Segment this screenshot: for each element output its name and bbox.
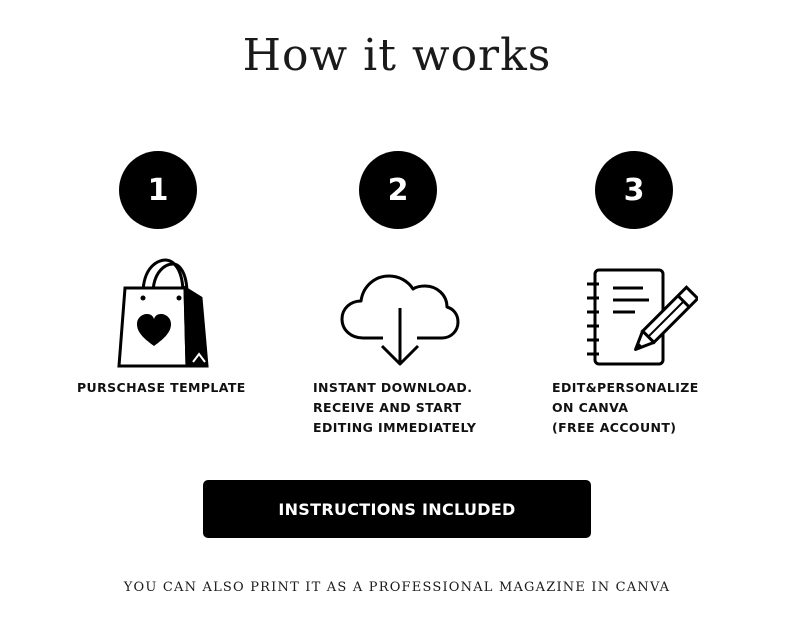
shopping-bag-heart-icon xyxy=(113,258,213,375)
step-1-number-badge xyxy=(119,151,197,229)
step-3-number: 3 xyxy=(623,172,645,208)
step-2-line-2: RECEIVE AND START xyxy=(313,400,462,415)
cloud-download-icon xyxy=(339,268,461,373)
notebook-pencil-icon xyxy=(583,266,698,373)
step-1-description xyxy=(77,378,246,398)
step-2-number-badge xyxy=(359,151,437,229)
step-2-line-1: INSTANT DOWNLOAD. xyxy=(313,380,473,395)
step-3-description xyxy=(552,378,699,438)
footer-note: YOU CAN ALSO PRINT IT AS A PROFESSIONAL MAGAZINE IN CANVA xyxy=(123,580,671,595)
step-3-line-2: ON CANVA xyxy=(552,400,629,415)
step-1-number: 1 xyxy=(147,172,169,208)
step-3-line-1: EDIT&PERSONALIZE xyxy=(552,380,699,395)
instructions-included-button[interactable]: INSTRUCTIONS INCLUDED xyxy=(203,480,591,538)
step-3-line-3: (FREE ACCOUNT) xyxy=(552,420,677,435)
step-2-line-3: EDITING IMMEDIATELY xyxy=(313,420,477,435)
step-1-line-1: PURSCHASE TEMPLATE xyxy=(77,380,246,395)
step-3-number-badge xyxy=(595,151,673,229)
step-2-number: 2 xyxy=(387,172,409,208)
step-2-description xyxy=(313,378,476,438)
page-title: How it works xyxy=(242,30,552,81)
